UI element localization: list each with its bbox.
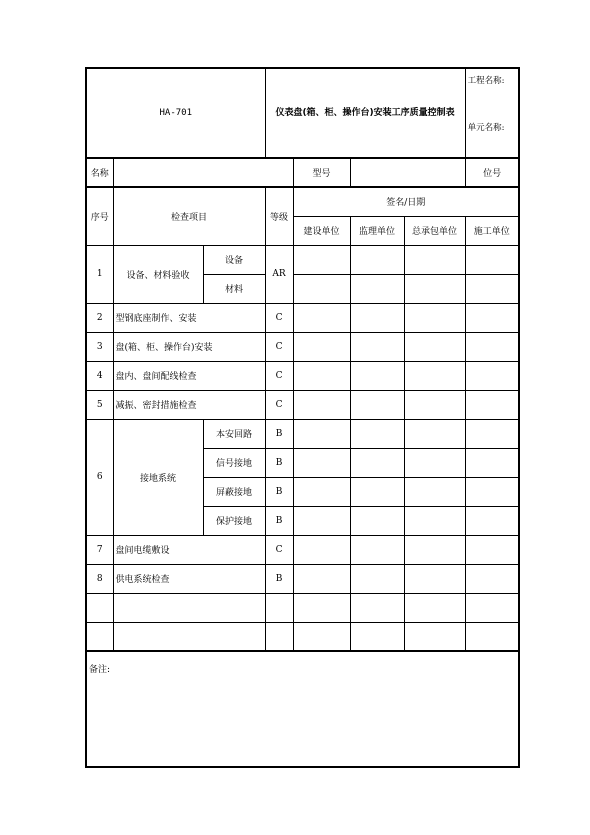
form-title: 仪表盘(箱、柜、操作台)安装工序质量控制表 [265,68,465,158]
row-2-grade: C [265,303,293,332]
supervision-unit-header: 监理单位 [350,216,404,245]
row-6-sub-protective-ground: 保护接地 [203,506,265,535]
blank-cell[interactable] [404,593,465,622]
sign-cell[interactable] [293,303,350,332]
row-6-grade-4: B [265,506,293,535]
sign-cell[interactable] [293,332,350,361]
row-1-sub-material: 材料 [203,274,265,303]
row-8-seq: 8 [86,564,113,593]
sign-cell[interactable] [293,274,350,303]
sign-cell[interactable] [293,361,350,390]
sign-cell[interactable] [350,506,404,535]
signature-header: 签名/日期 [293,187,519,216]
row-3-item: 盘(箱、柜、操作台)安装 [113,332,265,361]
sign-cell[interactable] [404,303,465,332]
row-6-grade-1: B [265,419,293,448]
blank-cell[interactable] [293,622,350,651]
name-value[interactable] [113,158,293,187]
grade-header: 等级 [265,187,293,245]
sign-cell[interactable] [465,390,519,419]
row-6-sub-shield-ground: 屏蔽接地 [203,477,265,506]
sign-cell[interactable] [404,535,465,564]
project-name-label: 工程名称: [467,76,505,86]
name-label: 名称 [86,158,113,187]
builder-unit-header: 施工单位 [465,216,519,245]
position-label: 位号 [465,158,519,187]
sign-cell[interactable] [293,506,350,535]
sign-cell[interactable] [465,535,519,564]
blank-cell[interactable] [350,593,404,622]
sign-cell[interactable] [350,361,404,390]
row-2-item: 型钢底座制作、安装 [113,303,265,332]
row-3-grade: C [265,332,293,361]
sign-cell[interactable] [465,506,519,535]
row-2-seq: 2 [86,303,113,332]
sign-cell[interactable] [404,245,465,274]
sign-cell[interactable] [293,245,350,274]
blank-cell[interactable] [465,593,519,622]
row-6-grade-3: B [265,477,293,506]
blank-cell[interactable] [86,593,113,622]
sign-cell[interactable] [465,332,519,361]
sign-cell[interactable] [293,564,350,593]
sign-cell[interactable] [350,535,404,564]
sign-cell[interactable] [404,274,465,303]
row-3-seq: 3 [86,332,113,361]
construction-unit-header: 建设单位 [293,216,350,245]
row-4-seq: 4 [86,361,113,390]
quality-control-form [85,67,520,188]
sign-cell[interactable] [350,390,404,419]
sign-cell[interactable] [404,564,465,593]
sign-cell[interactable] [404,390,465,419]
item-header: 检查项目 [113,187,265,245]
general-contractor-header: 总承包单位 [404,216,465,245]
seq-header: 序号 [86,187,113,245]
row-6-grade-2: B [265,448,293,477]
sign-cell[interactable] [350,303,404,332]
row-4-grade: C [265,361,293,390]
sign-cell[interactable] [350,274,404,303]
sign-cell[interactable] [465,477,519,506]
row-1-grade: AR [265,245,293,303]
blank-cell[interactable] [113,593,265,622]
row-6-item: 接地系统 [113,419,203,535]
blank-cell[interactable] [86,622,113,651]
row-1-sub-equipment: 设备 [203,245,265,274]
sign-cell[interactable] [404,332,465,361]
form-code: HA-701 [86,68,265,158]
sign-cell[interactable] [404,361,465,390]
sign-cell[interactable] [465,448,519,477]
row-1-item: 设备、材料验收 [113,245,203,303]
blank-cell[interactable] [265,622,293,651]
row-6-sub-signal-ground: 信号接地 [203,448,265,477]
row-7-item: 盘间电缆敷设 [113,535,265,564]
row-6-sub-intrinsic-safe-loop: 本安回路 [203,419,265,448]
sign-cell[interactable] [350,245,404,274]
sign-cell[interactable] [404,419,465,448]
blank-cell[interactable] [465,622,519,651]
row-4-item: 盘内、盘间配线检查 [113,361,265,390]
blank-cell[interactable] [404,622,465,651]
sign-cell[interactable] [465,274,519,303]
row-5-seq: 5 [86,390,113,419]
sign-cell[interactable] [465,419,519,448]
project-info-box [465,68,519,158]
blank-cell[interactable] [293,593,350,622]
sign-cell[interactable] [350,448,404,477]
row-6-seq: 6 [86,419,113,535]
row-5-grade: C [265,390,293,419]
model-value[interactable] [350,158,465,187]
blank-cell[interactable] [265,593,293,622]
unit-name-label: 单元名称: [467,123,505,133]
sign-cell[interactable] [465,564,519,593]
sign-cell[interactable] [350,419,404,448]
sign-cell[interactable] [465,361,519,390]
sign-cell[interactable] [404,506,465,535]
sign-cell[interactable] [404,477,465,506]
sign-cell[interactable] [404,448,465,477]
remarks-box[interactable] [86,651,519,767]
sign-cell[interactable] [350,477,404,506]
sign-cell[interactable] [293,477,350,506]
row-8-grade: B [265,564,293,593]
row-1-seq: 1 [86,245,113,303]
model-label: 型号 [293,158,350,187]
sign-cell[interactable] [350,332,404,361]
row-7-seq: 7 [86,535,113,564]
sign-cell[interactable] [465,303,519,332]
inspection-table [85,186,520,768]
sign-cell[interactable] [350,564,404,593]
sign-cell[interactable] [293,419,350,448]
row-5-item: 减振、密封措施检查 [113,390,265,419]
sign-cell[interactable] [465,245,519,274]
sign-cell[interactable] [293,390,350,419]
blank-cell[interactable] [113,622,265,651]
sign-cell[interactable] [293,535,350,564]
remarks-label: 备注: [89,665,111,675]
blank-cell[interactable] [350,622,404,651]
sign-cell[interactable] [293,448,350,477]
row-7-grade: C [265,535,293,564]
row-8-item: 供电系统检查 [113,564,265,593]
